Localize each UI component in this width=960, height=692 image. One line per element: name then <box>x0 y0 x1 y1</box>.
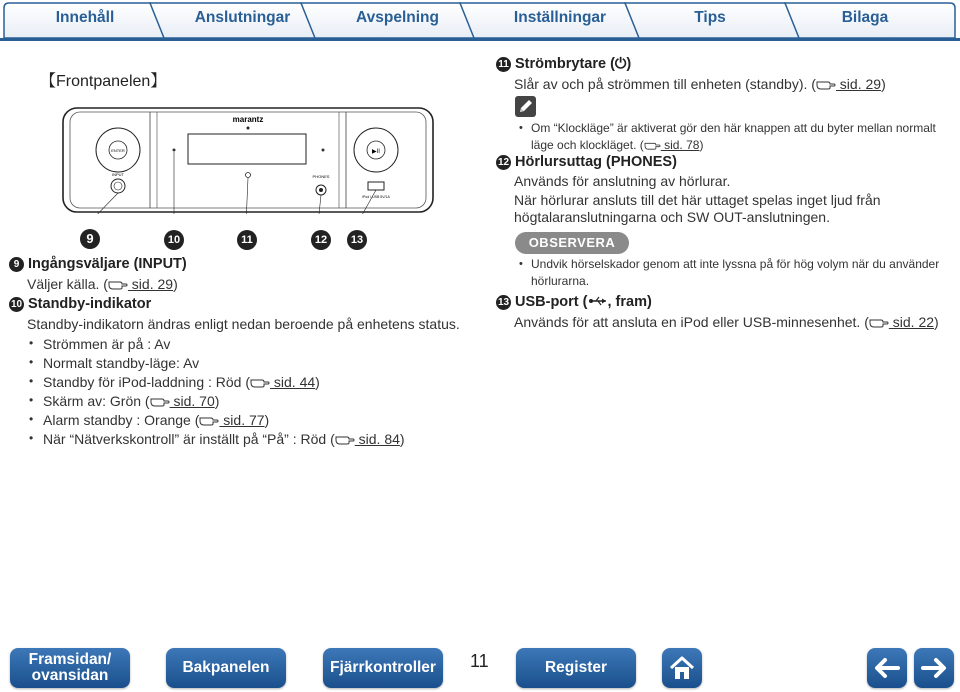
bullet-link[interactable]: sid. 44 <box>270 374 316 390</box>
item-12-line2: När hörlurar ansluts till det här uttaget spelas inget ljud från <box>514 192 881 208</box>
item-13-heading: 13 USB-port ( , fram) <box>497 294 652 310</box>
pointing-hand-icon <box>816 78 836 90</box>
front-top-label-1: Framsidan/ <box>28 651 112 668</box>
remote-control-button[interactable]: Fjärrkontroller <box>323 648 443 688</box>
item-13-link[interactable]: sid. 22 <box>888 314 935 330</box>
note-pencil-icon <box>515 96 536 117</box>
page-number: 11 <box>470 651 489 671</box>
item-9-link[interactable]: sid. 29 <box>127 276 174 292</box>
item-10-bullet: • Skärm av: Grön ( sid. 70) <box>43 393 219 409</box>
bullet-link[interactable]: sid. 84 <box>354 431 400 447</box>
callout-9: 9 <box>80 228 104 250</box>
top-tab-bar <box>0 0 960 40</box>
item-10-bullet: • Standby för iPod-laddning : Röd ( sid. 44) <box>43 374 320 390</box>
home-button[interactable] <box>662 648 702 688</box>
item-10-bullet: • Strömmen är på : Av <box>43 336 170 352</box>
front-panel-title: 【Frontpanelen】 <box>40 73 167 90</box>
item-11-note: • Om “Klockläge” är aktiverat gör den här knappen att du byter mellan normalt läge och klockläget. ( sid. 78) <box>531 120 936 154</box>
home-icon <box>662 648 702 688</box>
callout-13: 13 <box>347 228 371 250</box>
svg-text:iPod / USB 5V/1A: iPod / USB 5V/1A <box>362 195 390 199</box>
front-top-label-2: ovansidan <box>31 667 109 684</box>
pointing-hand-icon <box>199 414 219 426</box>
bullet-link[interactable]: sid. 77 <box>219 412 265 428</box>
svg-text:PHONES: PHONES <box>312 174 330 179</box>
svg-text:ENTER: ENTER <box>111 148 125 153</box>
front-top-button[interactable] <box>10 648 130 688</box>
item-10-bullet: • Alarm standby : Orange ( sid. 77) <box>43 412 269 428</box>
bullet-link[interactable]: sid. 70 <box>169 393 215 409</box>
item-12-heading: 12 Hörlursuttag (PHONES) <box>497 154 677 170</box>
item-10-bullet: • När “Nätverkskontroll” är inställt på “På” : Röd ( sid. 84) <box>43 431 405 447</box>
tab-avspelning[interactable]: Avspelning <box>356 9 439 26</box>
tab-innehall[interactable]: Innehåll <box>55 9 115 26</box>
svg-text:INPUT: INPUT <box>112 172 124 177</box>
tab-bilaga[interactable]: Bilaga <box>841 9 889 26</box>
next-page-button[interactable] <box>914 648 954 688</box>
item-10-text: Standby-indikatorn ändras enligt nedan beroende på enhetens status. <box>27 316 460 332</box>
rear-panel-button[interactable]: Bakpanelen <box>166 648 286 688</box>
callout-11: 11 <box>237 228 261 250</box>
pointing-hand-icon <box>250 376 270 388</box>
item-10-heading: 10 Standby-indikator <box>10 296 152 312</box>
arrow-right-icon <box>914 648 954 688</box>
item-12-warning: • Undvik hörselskador genom att inte lyssna på för hög volym när du använder hörlurarna. <box>531 256 939 290</box>
item-11-link[interactable]: sid. 29 <box>835 76 882 92</box>
callout-10: 10 <box>164 228 188 250</box>
observera-badge: OBSERVERA <box>515 232 629 254</box>
item-12-line3: högtalaranslutningarna och SW OUT-anslutningen. <box>514 209 830 225</box>
tab-underline <box>0 38 960 41</box>
item-11-note-link[interactable]: sid. 78 <box>660 138 700 152</box>
arrow-left-icon <box>867 648 907 688</box>
front-panel-illustration <box>62 106 434 219</box>
pointing-hand-icon <box>335 433 355 445</box>
callout-12: 12 <box>311 228 335 250</box>
item-12-line1: Används för anslutning av hörlurar. <box>514 173 731 189</box>
pointing-hand-icon <box>644 140 661 150</box>
index-button[interactable]: Register <box>516 648 636 688</box>
svg-text:▶II: ▶II <box>372 149 380 155</box>
previous-page-button[interactable] <box>867 648 907 688</box>
tab-tips[interactable]: Tips <box>694 9 726 26</box>
item-13-text: Används för att ansluta en iPod eller USB-minnesenhet. ( sid. 22) <box>514 314 939 330</box>
usb-icon <box>588 295 608 307</box>
item-9-text: Väljer källa. ( sid. 29) <box>27 276 178 292</box>
item-11-text: Slår av och på strömmen till enheten (standby). ( sid. 29) <box>514 76 886 92</box>
pointing-hand-icon <box>108 278 128 290</box>
item-9-heading: 9 Ingångsväljare (INPUT) <box>9 256 187 272</box>
tab-anslutningar[interactable]: Anslutningar <box>194 9 291 26</box>
tab-installningar[interactable]: Inställningar <box>513 9 607 26</box>
item-11-heading: 11 Strömbrytare (⏻) <box>496 56 631 72</box>
svg-text:marantz: marantz <box>232 115 264 124</box>
pointing-hand-icon <box>869 316 889 328</box>
item-10-bullet: • Normalt standby-läge: Av <box>43 355 199 371</box>
pointing-hand-icon <box>150 395 170 407</box>
